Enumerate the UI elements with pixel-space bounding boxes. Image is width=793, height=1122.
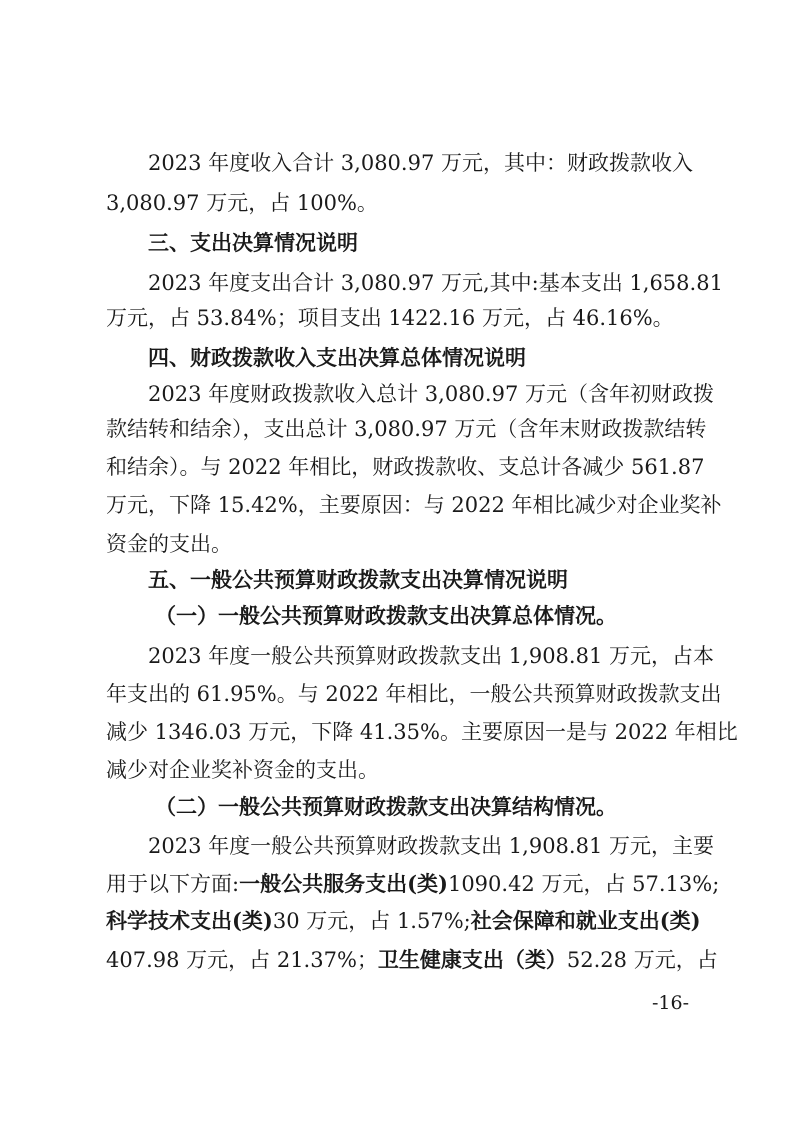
paragraph-line — [106, 869, 719, 899]
paragraph-line: 2023 年度一般公共预算财政拨款支出 1,908.81 万元，主要 — [148, 834, 714, 858]
line-text: 30 万元，占 1.57%; — [272, 909, 471, 933]
paragraph-line — [106, 906, 701, 936]
paragraph-line: 2023 年度收入合计 3,080.97 万元，其中：财政拨款收入 — [148, 151, 693, 175]
paragraph-line: 万元，占 53.84%；项目支出 1422.16 万元，占 46.16%。 — [106, 306, 674, 330]
category-label: 科学技术支出(类) — [106, 908, 273, 933]
category-label: 一般公共服务支出(类) — [239, 871, 448, 896]
subsection-heading: （一）一般公共预算财政拨款支出决算总体情况。 — [155, 604, 617, 628]
paragraph-line: 万元，下降 15.42%，主要原因：与 2022 年相比减少对企业奖补 — [106, 493, 722, 517]
paragraph-line: 2023 年度支出合计 3,080.97 万元,其中:基本支出 1,658.81 — [148, 271, 723, 295]
line-text: 1090.42 万元，占 57.13%; — [447, 872, 720, 896]
section-heading: 三、支出决算情况说明 — [148, 231, 358, 255]
section-heading: 四、财政拨款收入支出决算总体情况说明 — [148, 346, 526, 370]
paragraph-line: 款结转和结余），支出总计 3,080.97 万元（含年末财政拨款结转 — [106, 417, 707, 441]
category-label: 卫生健康支出（类） — [377, 947, 567, 972]
page-number: -16- — [652, 992, 690, 1014]
line-text: 52.28 万元，占 — [566, 948, 718, 972]
paragraph-line: 和结余）。与 2022 年相比，财政拨款收、支总计各减少 561.87 — [106, 455, 705, 479]
line-text: 用于以下方面: — [106, 872, 240, 896]
paragraph-line: 减少对企业奖补资金的支出。 — [106, 758, 379, 782]
paragraph-line: 2023 年度一般公共预算财政拨款支出 1,908.81 万元，占本 — [148, 644, 714, 668]
paragraph-line: 2023 年度财政拨款收入总计 3,080.97 万元（含年初财政拨 — [148, 382, 714, 406]
subsection-heading: （二）一般公共预算财政拨款支出决算结构情况。 — [155, 795, 617, 819]
section-heading: 五、一般公共预算财政拨款支出决算情况说明 — [148, 568, 568, 592]
line-text: 407.98 万元，占 21.37%； — [106, 948, 378, 972]
paragraph-line — [106, 945, 718, 975]
paragraph-line: 资金的支出。 — [106, 532, 232, 556]
paragraph-line: 减少 1346.03 万元，下降 41.35%。主要原因一是与 2022 年相比 — [106, 720, 738, 744]
paragraph-line: 3,080.97 万元，占 100%。 — [106, 191, 378, 215]
paragraph-line: 年支出的 61.95%。与 2022 年相比，一般公共预算财政拨款支出 — [106, 682, 722, 706]
category-label: 社会保障和就业支出(类) — [470, 908, 701, 933]
